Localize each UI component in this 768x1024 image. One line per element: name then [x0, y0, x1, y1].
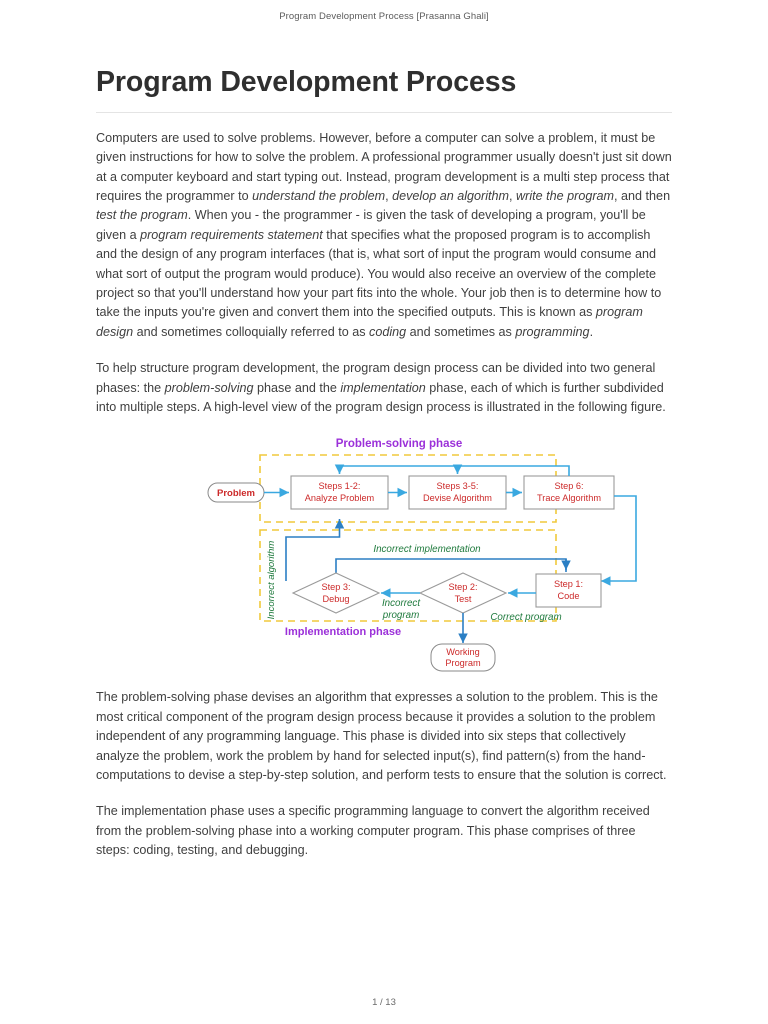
decision-test — [420, 573, 506, 613]
edge-label-incorrect-program-line1: Incorrect — [381, 598, 421, 610]
edge-label-incorrect-algorithm: Incorrect algorithm — [266, 541, 277, 620]
p1-text-6: that specifies what the proposed program is to accomplish and the design of any program interfaces (that is, what sort of input the program would consume and what sort of output the program would produce). You would also receive an overview of the complete project so that you'll understand how your part fits into the whole. Your job then is to determine how to take the inputs you're given and convert them into the specified outputs. This is known as — [96, 227, 662, 320]
problem-terminator-label: Problem — [216, 488, 256, 500]
paragraph-2 — [96, 359, 672, 417]
p1-emphasis-4: test the program — [96, 208, 188, 223]
p1-text-3: , — [509, 188, 517, 203]
running-head: Program Development Process [Prasanna Ghali] — [279, 11, 489, 22]
edge-label-incorrect-program-line2: program — [382, 610, 420, 622]
edge-trace-feedback-bus — [340, 466, 570, 476]
p1-text-2: , — [385, 188, 393, 203]
edge-label-incorrect-implementation: Incorrect implementation — [373, 544, 481, 556]
p2-emphasis-1: problem-solving — [164, 380, 254, 395]
decision-debug — [293, 573, 379, 613]
p2-text-2: phase and the — [253, 380, 341, 395]
p1-emphasis-8: programming — [515, 324, 590, 339]
p1-emphasis-6: program design — [96, 305, 643, 339]
problem-solving-phase-label: Problem-solving phase — [335, 438, 463, 451]
decision-debug-line1: Step 3: — [321, 582, 351, 593]
edge-incorrect-algorithm — [286, 519, 340, 581]
working-program-label-line2: Program — [445, 658, 481, 669]
p1-emphasis-1: understand the problem — [252, 188, 386, 203]
p1-text-1: Computers are used to solve problems. However, before a computer can solve a problem, it must be given instructions for how to solve the problem. A professional programmer usually doesn't just sit down at a computer keyboard and start typing out. Instead, program development is a multi step process that requires the programmer to — [96, 130, 672, 203]
step-box-trace-algorithm-line1: Step 6: — [554, 481, 584, 492]
title-divider — [96, 112, 672, 113]
edge-label-correct-program: Correct program — [490, 612, 562, 624]
step-box-code-line2: Code — [557, 591, 580, 602]
p1-text-5: . When you - the programmer - is given the task of developing a program, you'll be given a — [96, 208, 646, 242]
decision-test-line1: Step 2: — [448, 582, 478, 593]
decision-test-line2: Test — [454, 594, 472, 605]
p1-emphasis-2: develop an algorithm — [392, 188, 510, 203]
p2-text-1: To help structure program development, the program design process can be divided into two general phases: the — [96, 361, 656, 395]
decision-debug-line2: Debug — [322, 594, 350, 605]
document-content — [96, 66, 672, 878]
paragraph-3: The problem-solving phase devises an algorithm that expresses a solution to the problem. This is the most critical component of the program design process because it provides a solution to the problem independent of any programming language. This phase is divided into six steps that collectively analyze the problem, work the problem by hand for selected input(s), find pattern(s) from the hand-computations to devise a step-by-step solution, and perform tests to ensure that the solution is correct. — [96, 690, 667, 783]
p1-emphasis-5: program requirements statement — [140, 227, 323, 242]
step-box-devise-algorithm-line2: Devise Algorithm — [423, 493, 492, 504]
step-box-devise-algorithm-line1: Steps 3-5: — [436, 481, 479, 492]
p2-text-3: phase, each of which is further subdivided into multiple steps. A high-level view of the program design process is illustrated in the following figure. — [96, 380, 666, 415]
p2-emphasis-2: implementation — [340, 380, 426, 395]
step-box-analyze-problem-line2: Analyze Problem — [304, 493, 375, 504]
p1-emphasis-7: coding — [369, 324, 407, 339]
paragraph-1 — [96, 129, 672, 342]
paragraph-4: The implementation phase uses a specific programming language to convert the algorithm received from the problem-solving phase into a working computer program. This phase comprises of three steps: coding, testing, and debugging. — [96, 804, 650, 858]
working-program-label-line1: Working — [446, 647, 480, 658]
step-box-analyze-problem-line1: Steps 1-2: — [318, 481, 361, 492]
page-title: Program Development Process — [96, 66, 517, 98]
p1-text-8: and sometimes as — [406, 324, 516, 339]
page-footer: 1 / 13 — [372, 997, 396, 1008]
program-design-process-figure — [96, 434, 672, 674]
p1-text-9: . — [589, 324, 594, 339]
step-box-trace-algorithm-line2: Trace Algorithm — [537, 493, 601, 504]
edge-incorrect-implementation-route — [336, 559, 566, 573]
implementation-phase-label: Implementation phase — [284, 626, 402, 639]
p1-text-4: , and then — [614, 188, 671, 203]
step-box-code-line1: Step 1: — [553, 579, 584, 590]
p1-text-7: and sometimes colloquially referred to as — [133, 324, 370, 339]
p1-emphasis-3: write the program — [516, 188, 615, 203]
